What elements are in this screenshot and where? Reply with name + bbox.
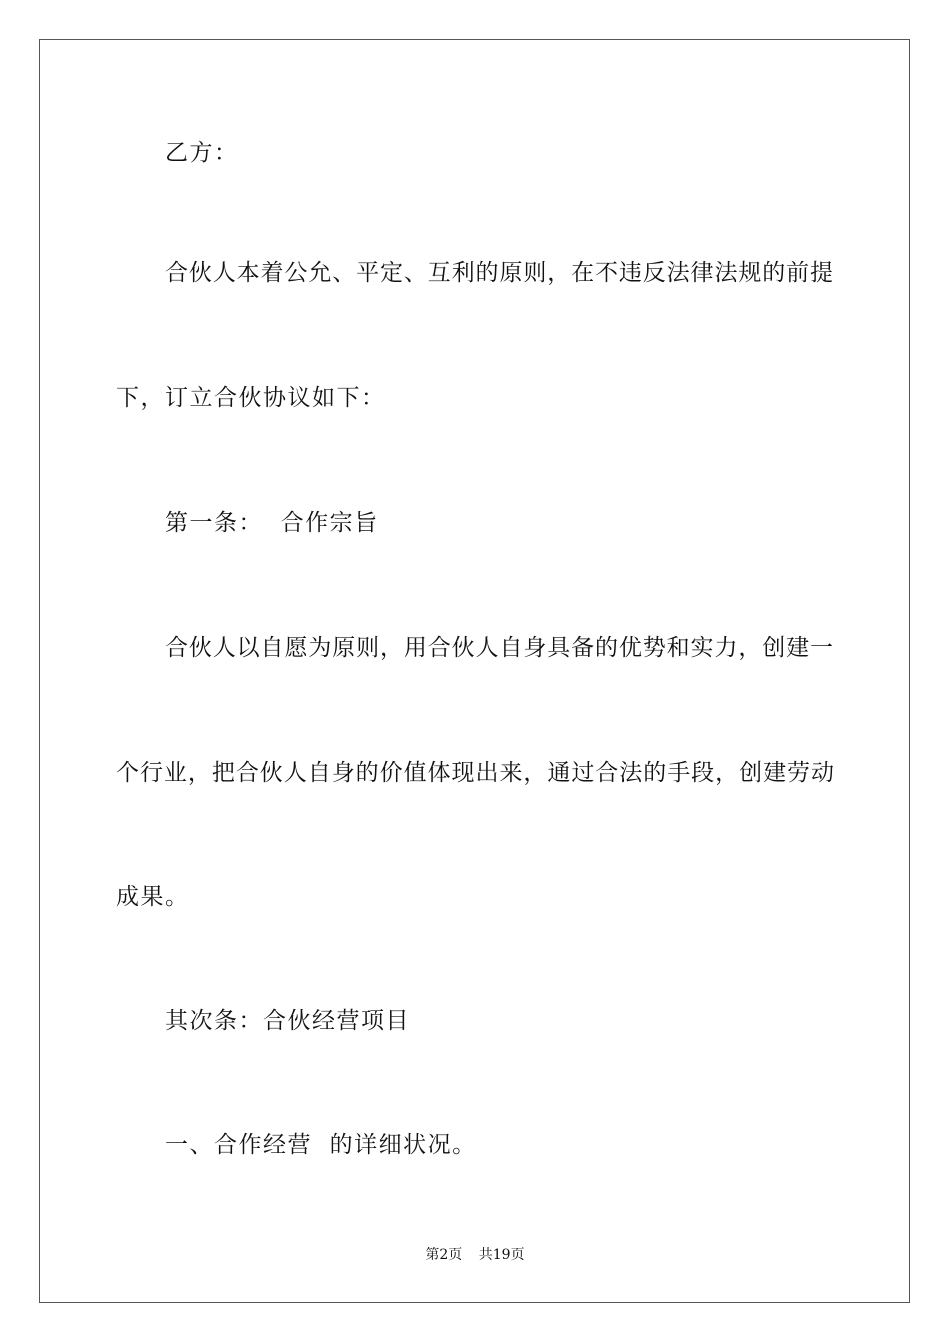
article-2-heading: 其次条：合伙经营项目 [165, 1008, 410, 1034]
article-1-text-line-2: 个行业，把合伙人自身的价值体现出来，通过合法的手段，创建劳动 [116, 760, 834, 786]
page-footer [0, 1246, 950, 1264]
page-border [39, 39, 910, 1303]
preamble-line-1: 合伙人本着公允、平定、互利的原则，在不违反法律法规的前提 [165, 260, 833, 286]
article-1-text-line-3: 成果。 [116, 884, 190, 910]
article-1-heading: 第一条： 合作宗旨 [165, 510, 379, 536]
article-2-item-1: 一、合作经营 的详细状况。 [165, 1132, 477, 1158]
total-pages: 共19页 [478, 1247, 525, 1263]
party-b-label: 乙方： [165, 140, 239, 166]
article-1-text-line-1: 合伙人以自愿为原则，用合伙人自身具备的优势和实力，创建一 [165, 635, 833, 661]
page-number: 第2页 [425, 1247, 463, 1263]
preamble-line-2: 下，订立合伙协议如下： [116, 385, 386, 411]
